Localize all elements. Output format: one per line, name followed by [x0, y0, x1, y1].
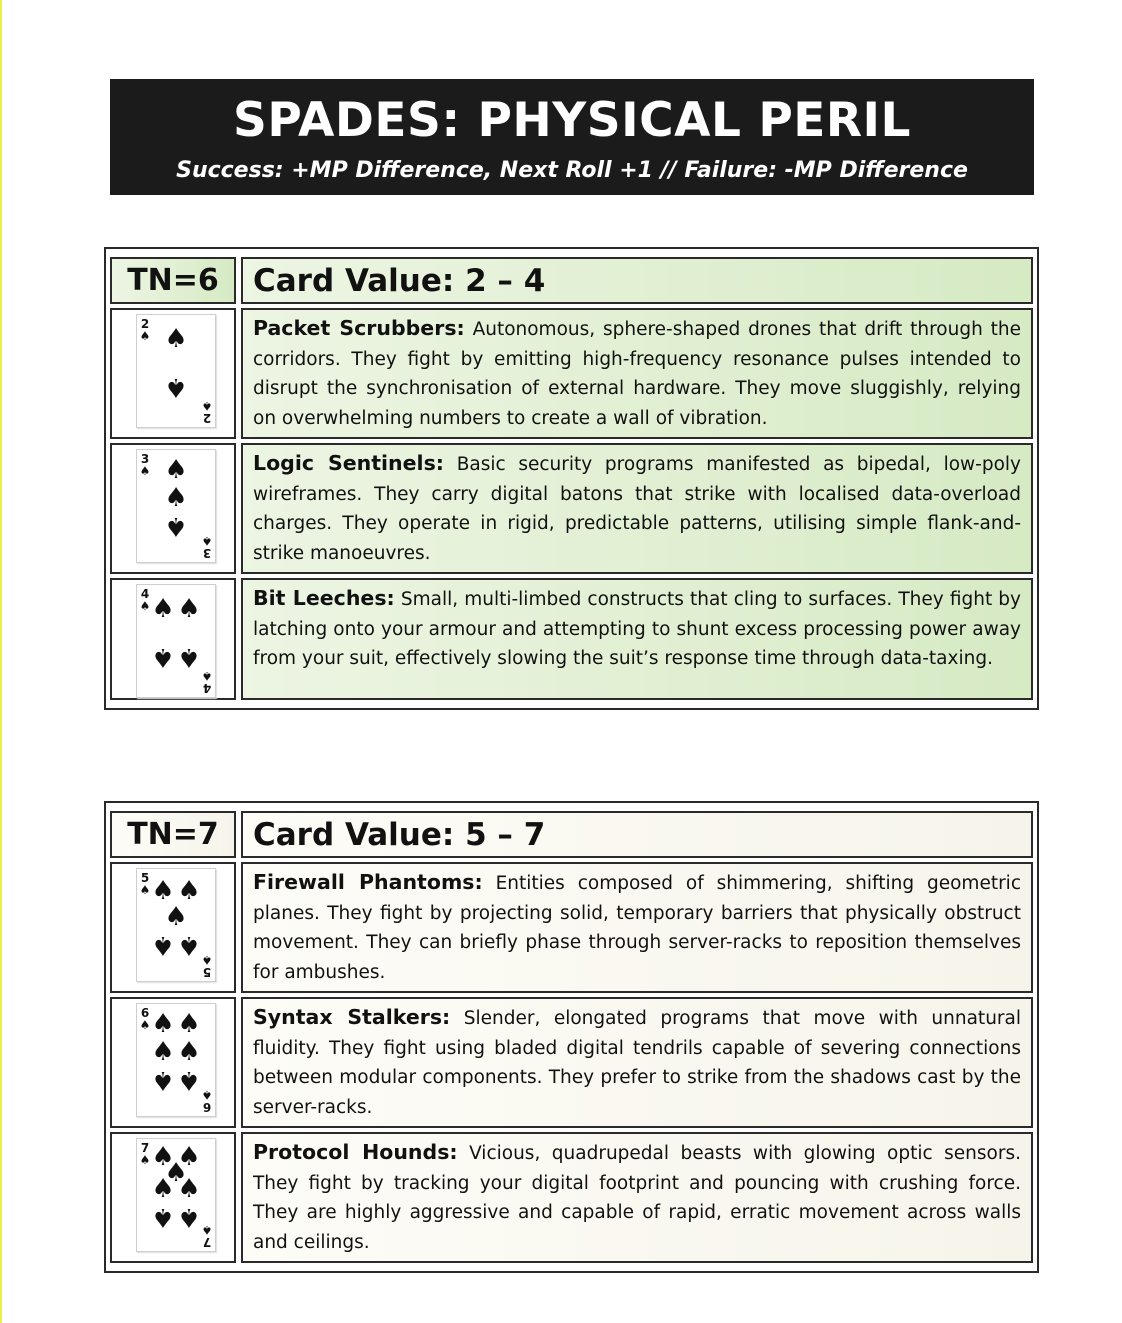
spade-card-icon: [136, 1138, 216, 1252]
spade-icon: ♠: [139, 464, 151, 478]
spade-pip-icon: ♠: [164, 372, 188, 402]
section-tn7: [104, 801, 1039, 1273]
tn-label: TN=7: [110, 811, 236, 858]
table-row: [110, 1132, 1033, 1263]
spade-card-icon: [136, 868, 216, 982]
card-corner-index: [201, 400, 213, 424]
spade-pip-icon: ♠: [151, 642, 175, 672]
spade-pip-icon: ♠: [164, 1158, 188, 1188]
spade-pip-icon: ♠: [151, 594, 175, 624]
entry-description: [241, 308, 1033, 439]
entry-name: Bit Leeches:: [253, 586, 395, 610]
spade-pip-icon: ♠: [164, 455, 188, 485]
spade-icon: ♠: [201, 669, 213, 683]
spade-pip-icon: ♠: [177, 930, 201, 960]
spade-pip-icon: ♠: [151, 1009, 175, 1039]
spade-icon: ♠: [201, 1223, 213, 1237]
section-table: [110, 253, 1033, 704]
card-cell: [110, 578, 236, 700]
entry-text: Slender, elongated programs that move with unnatural fluidity. They fight using bladed digital tendrils capable of severing connections between modular components. They prefer to strike from the shadows cast by the server-racks.: [253, 1008, 1021, 1118]
spade-pip-icon: ♠: [177, 1174, 201, 1204]
spade-card-icon: [136, 584, 216, 698]
card-rank: 4: [140, 587, 150, 601]
spade-pip-icon: ♠: [151, 1142, 175, 1172]
spade-card-icon: [136, 449, 216, 563]
card-rank: 6: [202, 1100, 212, 1114]
table-row: [110, 308, 1033, 439]
entry-description: [241, 578, 1033, 700]
section-header-row: [110, 257, 1033, 304]
card-cell: [110, 1132, 236, 1263]
card-rank: 4: [202, 681, 212, 695]
spade-pip-icon: ♠: [164, 483, 188, 513]
card-corner-index: [201, 1224, 213, 1248]
card-rank: 2: [202, 411, 212, 425]
card-cell: [110, 308, 236, 439]
spade-pip-icon: ♠: [151, 1174, 175, 1204]
card-corner-index: [201, 954, 213, 978]
spade-icon: ♠: [201, 399, 213, 413]
card-corner-index: [201, 1089, 213, 1113]
spade-icon: ♠: [139, 883, 151, 897]
entry-name: Logic Sentinels:: [253, 451, 444, 475]
section-header-row: [110, 811, 1033, 858]
entry-text: Basic security programs manifested as bipedal, low-poly wireframes. They carry digital batons that strike with localised data-overload charges. They operate in rigid, predictable patterns, utilising simple flank-and-strike manoeuvres.: [253, 454, 1021, 564]
entry-text: Entities composed of shimmering, shifting geometric planes. They fight by projecting solid, temporary barriers that physically obstruct movement. They can briefly phase through server-racks to reposition themselves for ambushes.: [253, 873, 1021, 983]
card-value-label: Card Value: 2 – 4: [241, 257, 1033, 304]
page-header: [110, 79, 1034, 195]
spade-pip-icon: ♠: [151, 1202, 175, 1232]
entry-description: [241, 443, 1033, 574]
spade-icon: ♠: [201, 1088, 213, 1102]
spade-card-icon: [136, 314, 216, 428]
card-rank: 3: [140, 452, 150, 466]
table-row: [110, 578, 1033, 700]
spade-pip-icon: ♠: [177, 594, 201, 624]
entry-name: Protocol Hounds:: [253, 1140, 458, 1164]
card-cell: [110, 443, 236, 574]
table-row: [110, 443, 1033, 574]
page-subtitle: Success: +MP Difference, Next Roll +1 // Failure: -MP Difference: [176, 158, 968, 183]
card-rank: 7: [202, 1235, 212, 1249]
card-corner-index: [201, 535, 213, 559]
entry-description: [241, 997, 1033, 1128]
entry-description: [241, 862, 1033, 993]
card-value-label: Card Value: 5 – 7: [241, 811, 1033, 858]
entry-text: Small, multi-limbed constructs that cling to surfaces. They fight by latching onto your armour and attempting to shunt excess processing power away from your suit, effectively slowing the suit’s response time through data-taxing.: [253, 589, 1021, 669]
spade-icon: ♠: [139, 599, 151, 613]
spade-pip-icon: ♠: [177, 1202, 201, 1232]
spade-icon: ♠: [139, 329, 151, 343]
card-rank: 5: [202, 965, 212, 979]
card-corner-index: [201, 670, 213, 694]
spade-pip-icon: ♠: [151, 1065, 175, 1095]
spade-pip-icon: ♠: [177, 642, 201, 672]
spade-pip-icon: ♠: [151, 1037, 175, 1067]
card-corner-index: [139, 318, 151, 342]
page-title: SPADES: PHYSICAL PERIL: [233, 93, 911, 148]
table-row: [110, 997, 1033, 1128]
spade-icon: ♠: [139, 1153, 151, 1167]
spade-card-icon: [136, 1003, 216, 1117]
spade-pip-icon: ♠: [164, 902, 188, 932]
spade-pip-icon: ♠: [151, 930, 175, 960]
card-rank: 3: [202, 546, 212, 560]
card-corner-index: [139, 453, 151, 477]
card-cell: [110, 997, 236, 1128]
spade-pip-icon: ♠: [151, 876, 175, 906]
spade-icon: ♠: [201, 953, 213, 967]
spade-icon: ♠: [139, 1018, 151, 1032]
card-rank: 5: [140, 871, 150, 885]
entry-text: Vicious, quadrupedal beasts with glowing optic sensors. They fight by tracking your digital footprint and pouncing with crushing force. They are highly aggressive and capable of rapid, erratic movement across walls and ceilings.: [253, 1143, 1021, 1253]
spade-pip-icon: ♠: [177, 1142, 201, 1172]
spade-pip-icon: ♠: [164, 324, 188, 354]
entry-name: Packet Scrubbers:: [253, 316, 465, 340]
spade-pip-icon: ♠: [177, 1065, 201, 1095]
card-rank: 2: [140, 317, 150, 331]
section-table: [110, 807, 1033, 1267]
card-rank: 7: [140, 1141, 150, 1155]
table-row: [110, 862, 1033, 993]
card-cell: [110, 862, 236, 993]
tn-label: TN=6: [110, 257, 236, 304]
spade-icon: ♠: [201, 534, 213, 548]
spade-pip-icon: ♠: [177, 1037, 201, 1067]
card-rank: 6: [140, 1006, 150, 1020]
spade-pip-icon: ♠: [177, 1009, 201, 1039]
entry-description: [241, 1132, 1033, 1263]
section-tn6: [104, 247, 1039, 710]
entry-name: Syntax Stalkers:: [253, 1005, 451, 1029]
spade-pip-icon: ♠: [164, 511, 188, 541]
entry-name: Firewall Phantoms:: [253, 870, 483, 894]
entry-text: Autonomous, sphere-shaped drones that drift through the corridors. They fight by emitting high-frequency resonance pulses intended to disrupt the synchronisation of external hardware. They move sluggishly, relying on overwhelming numbers to create a wall of vibration.: [253, 319, 1021, 429]
spade-pip-icon: ♠: [177, 876, 201, 906]
page-edge-line: [0, 0, 2, 1323]
